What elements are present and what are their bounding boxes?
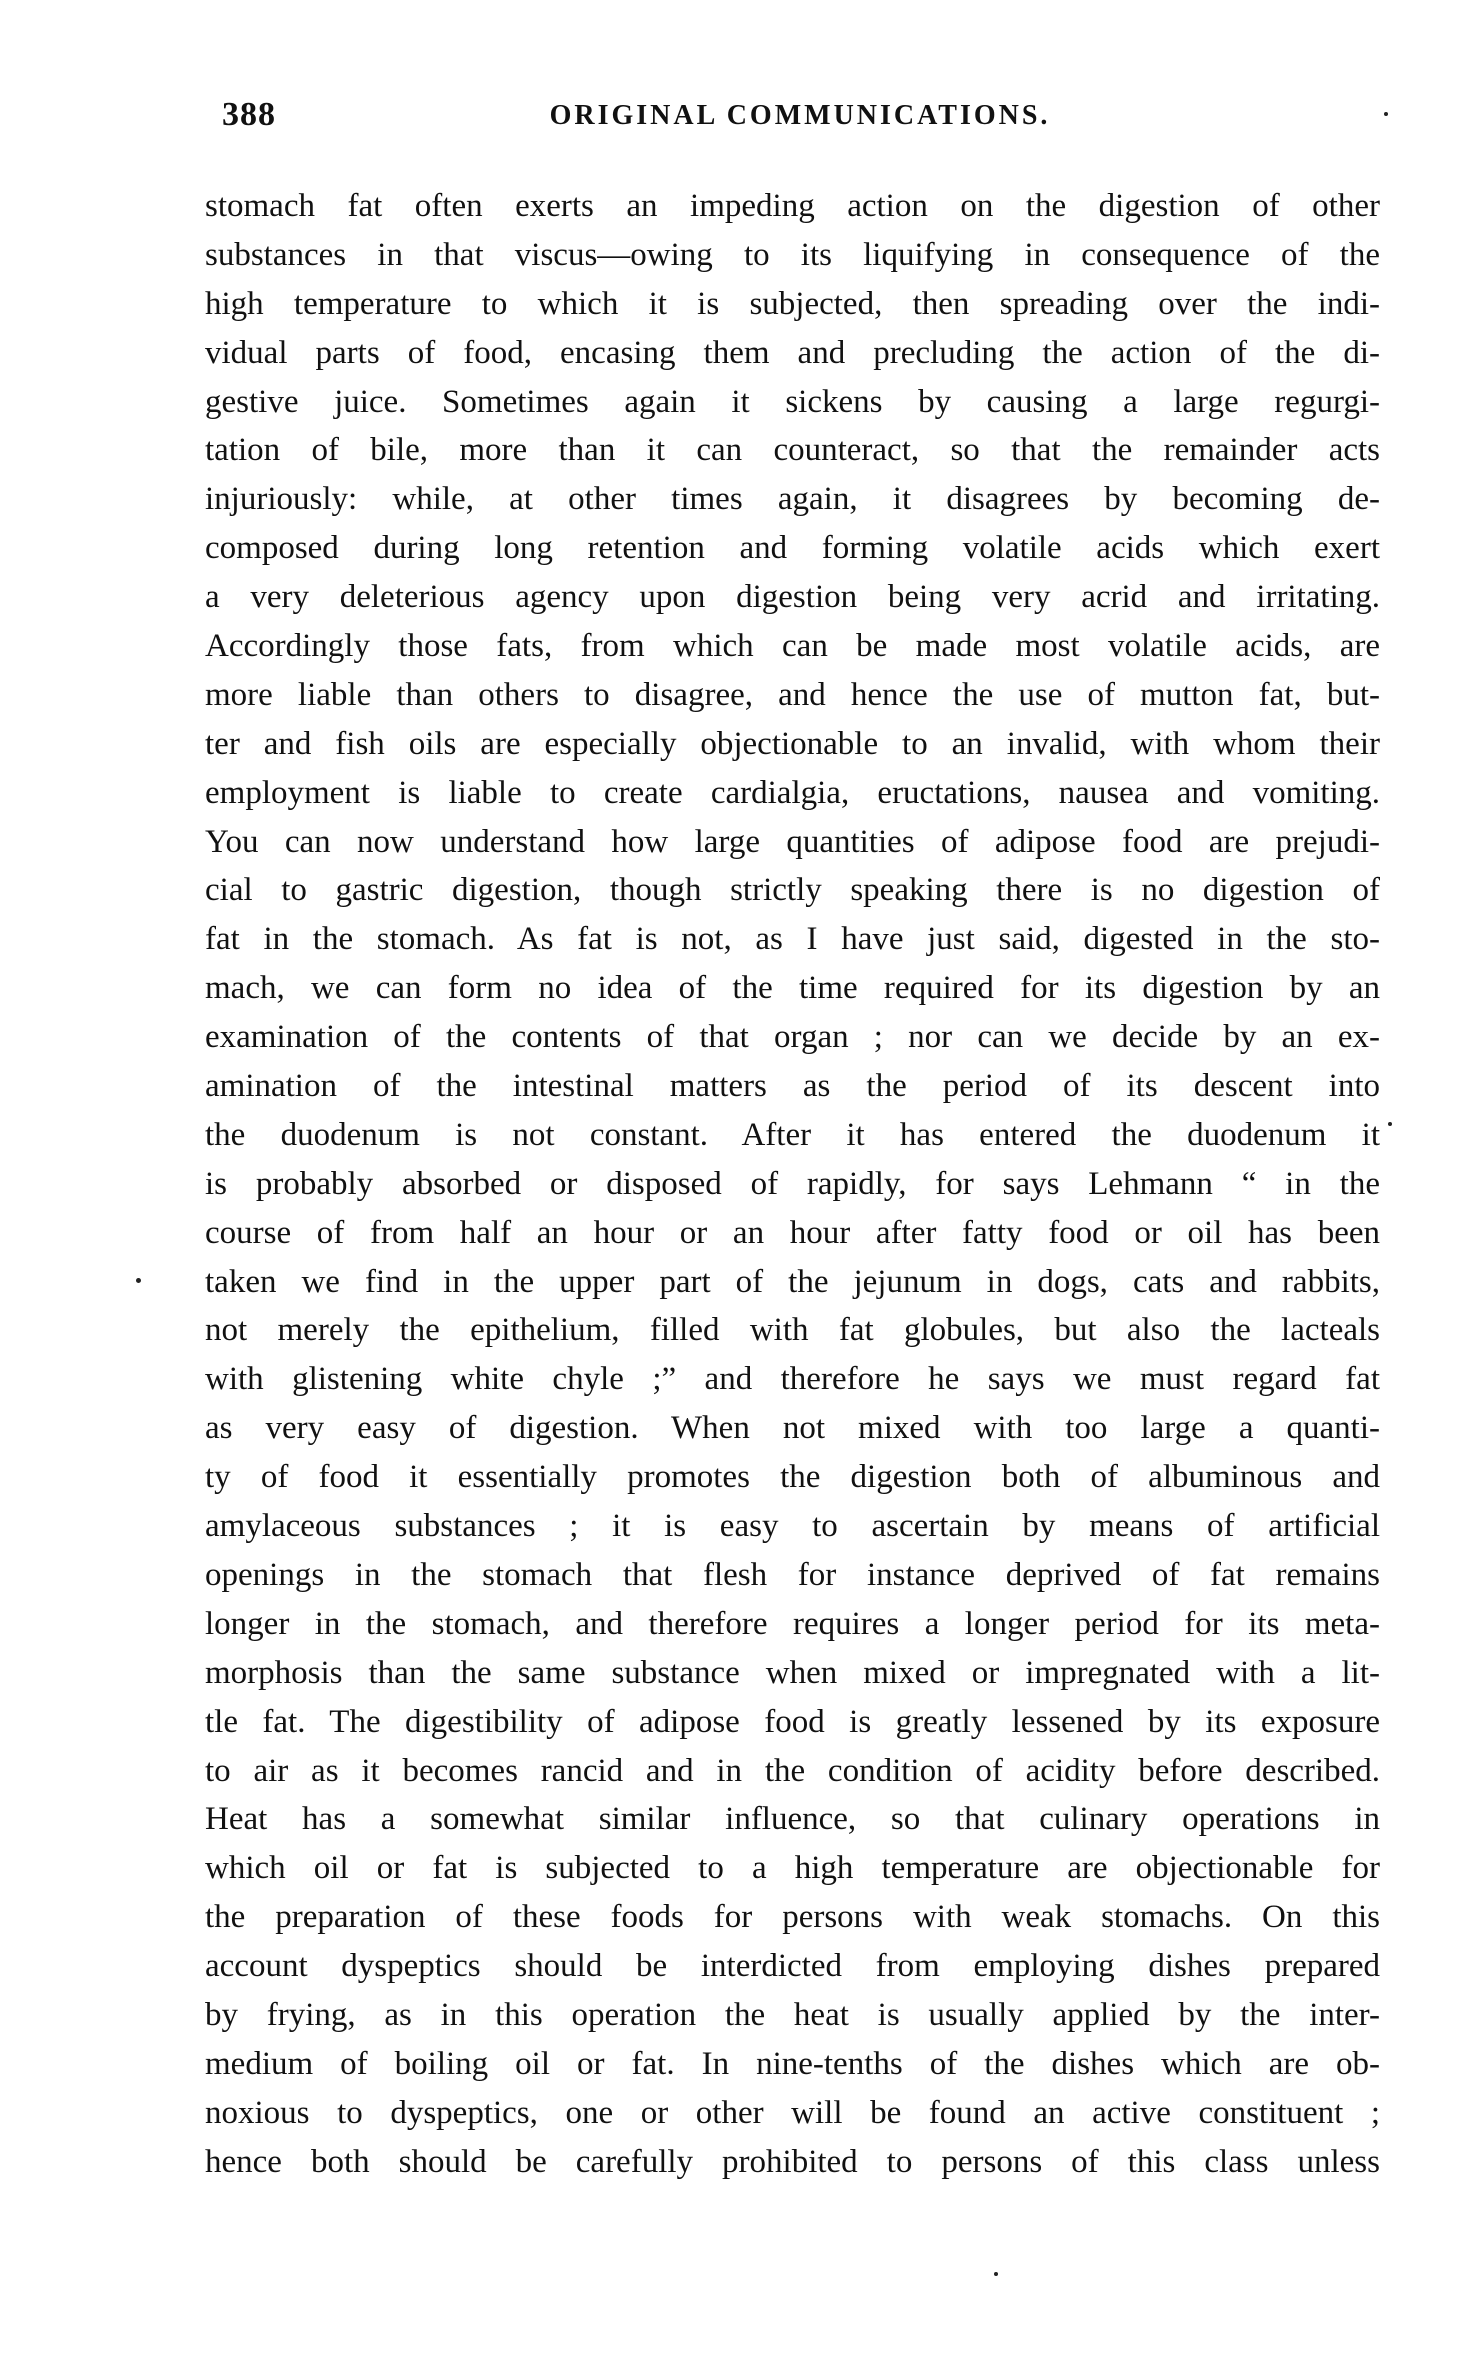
text-line: account dyspeptics should be interdicted from employing dishes prepared xyxy=(205,1948,1380,1985)
text-line: which oil or fat is subjected to a high temperature are objectionable for xyxy=(205,1850,1380,1887)
text-line: taken we find in the upper part of the jejunum in dogs, cats and rabbits, xyxy=(205,1263,1380,1300)
text-line: medium of boiling oil or fat. In nine-tenths of the dishes which are ob- xyxy=(205,2045,1380,2082)
print-speck xyxy=(1388,1122,1392,1126)
text-line: the duodenum is not constant. After it has entered the duodenum it xyxy=(205,1116,1380,1153)
text-line: mach, we can form no idea of the time required for its digestion by an xyxy=(205,970,1380,1007)
text-line: more liable than others to disagree, and hence the use of mutton fat, but- xyxy=(205,676,1380,713)
text-line: examination of the contents of that organ ; nor can we decide by an ex- xyxy=(205,1019,1380,1056)
print-speck xyxy=(136,1278,141,1283)
text-line: the preparation of these foods for persons with weak stomachs. On this xyxy=(205,1899,1380,1936)
text-line: amylaceous substances ; it is easy to ascertain by means of artificial xyxy=(205,1508,1380,1545)
text-line: employment is liable to create cardialgia, eructations, nausea and vomiting. xyxy=(205,774,1380,811)
print-speck xyxy=(994,2272,998,2276)
text-line: injuriously: while, at other times again, it disagrees by becoming de- xyxy=(205,481,1380,518)
text-line: high temperature to which it is subjected, then spreading over the indi- xyxy=(205,285,1380,322)
text-line: stomach fat often exerts an impeding action on the digestion of other xyxy=(205,188,1380,224)
text-line: gestive juice. Sometimes again it sickens by causing a large regurgi- xyxy=(205,383,1380,420)
text-line: composed during long retention and forming volatile acids which exert xyxy=(205,530,1380,567)
text-line: fat in the stomach. As fat is not, as I have just said, digested in the sto- xyxy=(205,921,1380,958)
text-line: substances in that viscus—owing to its liquifying in consequence of the xyxy=(205,236,1380,273)
print-speck xyxy=(1384,112,1388,116)
text-line: Heat has a somewhat similar influence, so that culinary operations in xyxy=(205,1801,1380,1838)
text-line: a very deleterious agency upon digestion being very acrid and irritating. xyxy=(205,579,1380,616)
text-line: to air as it becomes rancid and in the condition of acidity before described. xyxy=(205,1752,1380,1789)
text-line: ty of food it essentially promotes the digestion both of albuminous and xyxy=(205,1459,1380,1496)
text-line: not merely the epithelium, filled with fat globules, but also the lacteals xyxy=(205,1312,1380,1349)
text-line: by frying, as in this operation the heat is usually applied by the inter- xyxy=(205,1996,1380,2033)
text-line: tation of bile, more than it can counteract, so that the remainder acts xyxy=(205,432,1380,469)
text-line: hence both should be carefully prohibited to persons of this class unless xyxy=(205,2143,1380,2180)
text-line: amination of the intestinal matters as the period of its descent into xyxy=(205,1068,1380,1105)
text-line: as very easy of digestion. When not mixed with too large a quanti- xyxy=(205,1410,1380,1447)
text-line: noxious to dyspeptics, one or other will be found an active constituent ; xyxy=(205,2094,1380,2131)
text-line: tle fat. The digestibility of adipose food is greatly lessened by its exposure xyxy=(205,1703,1380,1740)
text-line: You can now understand how large quantities of adipose food are prejudi- xyxy=(205,823,1380,860)
page-number: 388 xyxy=(222,96,276,133)
text-line: with glistening white chyle ;” and therefore he says we must regard fat xyxy=(205,1361,1380,1398)
text-line: longer in the stomach, and therefore requires a longer period for its meta- xyxy=(205,1605,1380,1642)
text-line: openings in the stomach that flesh for instance deprived of fat remains xyxy=(205,1556,1380,1593)
text-line: course of from half an hour or an hour after fatty food or oil has been xyxy=(205,1214,1380,1251)
text-line: ter and fish oils are especially objectionable to an invalid, with whom their xyxy=(205,725,1380,762)
body-text xyxy=(205,182,1380,2187)
text-line: Accordingly those fats, from which can be made most volatile acids, are xyxy=(205,628,1380,665)
text-line: cial to gastric digestion, though strictly speaking there is no digestion of xyxy=(205,872,1380,909)
running-head: ORIGINAL COMMUNICATIONS. xyxy=(549,100,1051,131)
page-header xyxy=(200,96,1400,156)
text-line: morphosis than the same substance when mixed or impregnated with a lit- xyxy=(205,1654,1380,1691)
text-line: is probably absorbed or disposed of rapidly, for says Lehmann “ in the xyxy=(205,1165,1380,1202)
text-line: vidual parts of food, encasing them and precluding the action of the di- xyxy=(205,334,1380,371)
